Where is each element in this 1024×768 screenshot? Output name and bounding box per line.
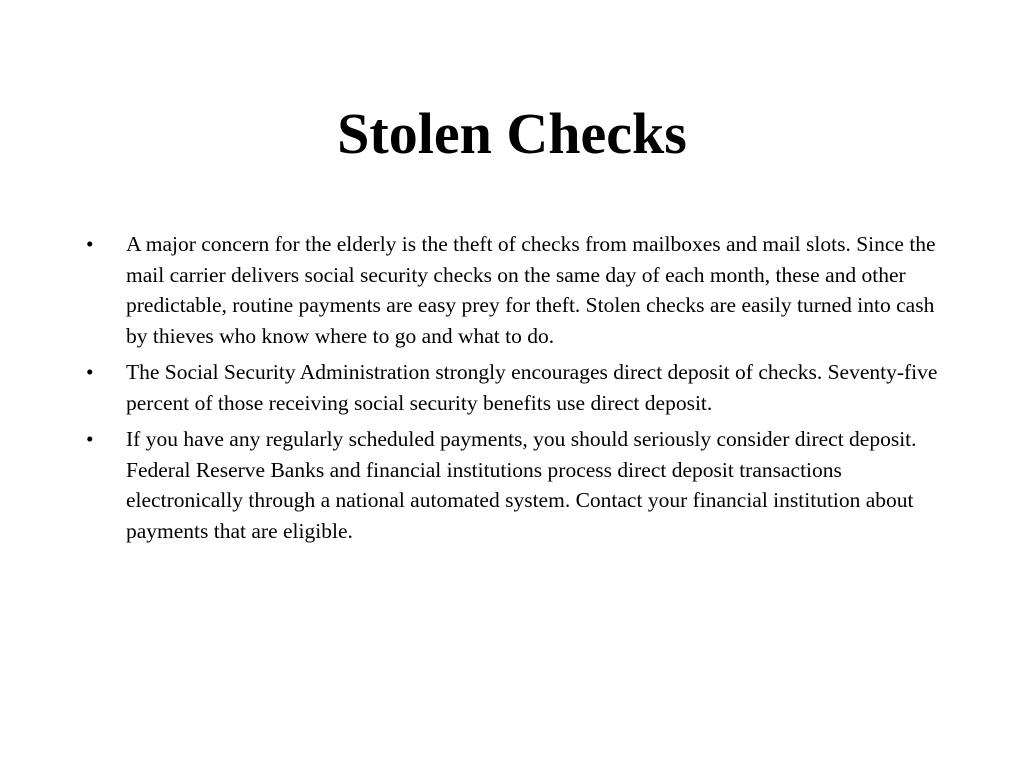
bullet-icon: • <box>86 360 94 384</box>
bullet-icon: • <box>86 427 94 451</box>
bullet-list <box>86 229 946 552</box>
bullet-item <box>86 229 946 351</box>
bullet-icon: • <box>86 232 94 256</box>
bullet-item <box>86 357 946 418</box>
slide-title: Stolen Checks <box>337 101 687 166</box>
bullet-item <box>86 424 946 546</box>
bullet-text: The Social Security Administration strongly encourages direct deposit of checks. Seventy-five percent of those receiving social security benefits use direct deposit. <box>126 360 938 415</box>
bullet-text: A major concern for the elderly is the theft of checks from mailboxes and mail slots. Since the mail carrier delivers social security checks on the same day of each month, these and other predictable, routine payments are easy prey for theft. Stolen checks are easily turned into cash by thieves who know where to go and what to do. <box>126 232 936 348</box>
bullet-text: If you have any regularly scheduled payments, you should seriously consider direct deposit. Federal Reserve Banks and financial institutions process direct deposit transactions electronically through a national automated system. Contact your financial institution about payments that are eligible. <box>126 427 917 543</box>
